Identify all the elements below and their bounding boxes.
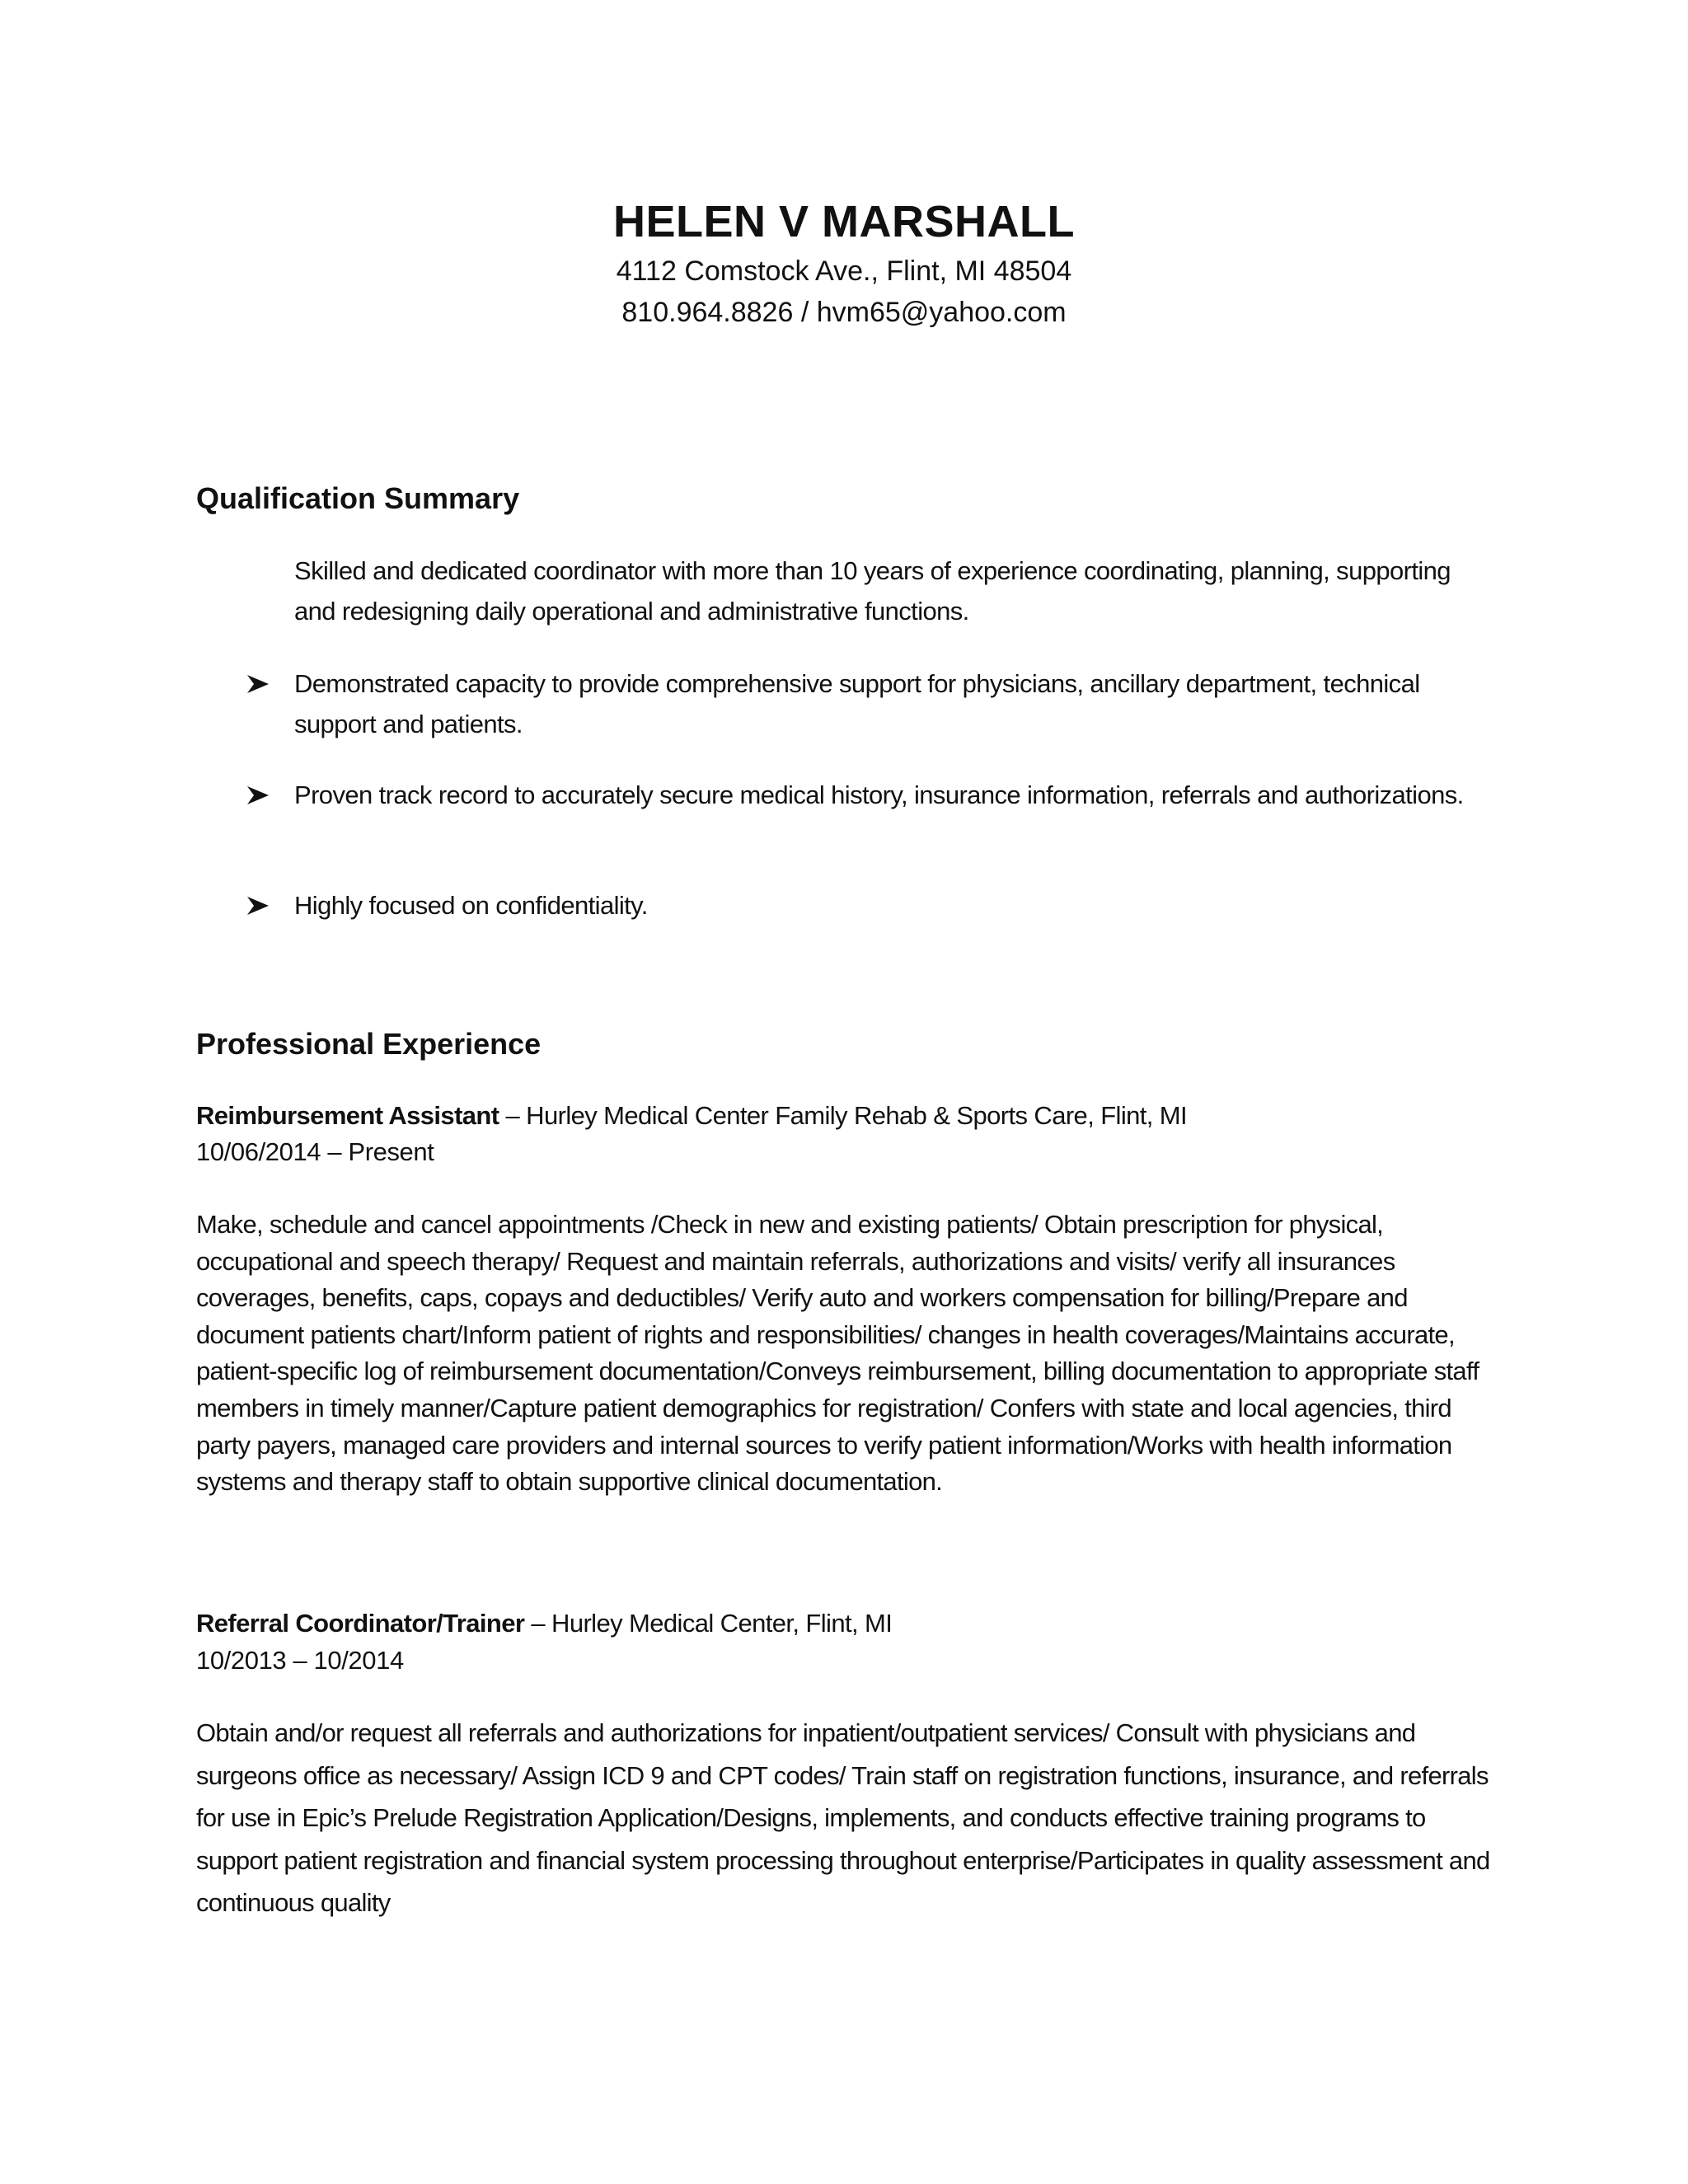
qualification-summary-heading: Qualification Summary bbox=[196, 481, 520, 515]
summary-bullet-text: Highly focused on confidentiality. bbox=[294, 891, 648, 920]
summary-bullet-text: Demonstrated capacity to provide comprehensive support for physicians, ancillary department, technical support and patients. bbox=[294, 669, 1420, 738]
candidate-name: HELEN V MARSHALL bbox=[613, 197, 1075, 246]
job-dates: 10/06/2014 – Present bbox=[196, 1137, 434, 1166]
job-heading bbox=[196, 1098, 1515, 1134]
job-heading bbox=[196, 1605, 1515, 1642]
job-description: Make, schedule and cancel appointments /Check in new and existing patients/ Obtain prescription for physical, occupational and speech therapy/ Request and maintain referrals, authorizations and visits/ verify all insurances coverages, benefits, caps, copays and deductibles/ Verify auto and workers compensation for billing/Prepare and document patients chart/Inform patient of rights and responsibilities/ changes in health coverages/Maintains accurate, patient-specific log of reimbursement documentation/Conveys reimbursement, billing documentation to appropriate staff members in timely manner/Capture patient demographics for registration/ Confers with state and local agencies, third party payers, managed care providers and internal sources to verify patient information/Works with health information systems and therapy staff to obtain supportive clinical documentation. bbox=[196, 1210, 1479, 1497]
professional-experience-heading: Professional Experience bbox=[196, 1027, 542, 1061]
job-description: Obtain and/or request all referrals and authorizations for inpatient/outpatient services/ Consult with physicians and surgeons office as necessary/ Assign ICD 9 and CPT codes/ Train staff on registration functions, insurance, and referrals for use in Epic’s Prelude Registration Application/Designs, implements, and conducts effective training programs to support patient registration and financial system processing throughout enterprise/Participates in quality assessment and continuous quality bbox=[196, 1718, 1490, 1917]
job-dates: 10/2013 – 10/2014 bbox=[196, 1646, 404, 1675]
summary-bullet-text: Proven track record to accurately secure medical history, insurance information, referrals and authorizations. bbox=[294, 780, 1464, 809]
job-title: Reimbursement Assistant bbox=[196, 1101, 499, 1130]
job-employer: Hurley Medical Center, Flint, MI bbox=[551, 1609, 893, 1638]
arrow-bullet-icon bbox=[246, 885, 270, 926]
job-employer: Hurley Medical Center Family Rehab & Sports Care, Flint, MI bbox=[526, 1101, 1188, 1130]
address-line: 4112 Comstock Ave., Flint, MI 48504 bbox=[616, 255, 1072, 287]
job-title: Referral Coordinator/Trainer bbox=[196, 1609, 525, 1638]
summary-bullet bbox=[246, 663, 1490, 744]
summary-bullet bbox=[246, 885, 1490, 926]
job-separator: – bbox=[524, 1609, 552, 1638]
contact-line: 810.964.8826 / hvm65@yahoo.com bbox=[621, 297, 1067, 328]
job-separator: – bbox=[499, 1101, 527, 1130]
arrow-bullet-icon bbox=[246, 775, 270, 815]
arrow-bullet-icon bbox=[246, 663, 270, 704]
summary-intro: Skilled and dedicated coordinator with more than 10 years of experience coordinating, planning, supporting and redesigning daily operational and administrative functions. bbox=[294, 556, 1451, 626]
summary-bullet bbox=[246, 775, 1490, 815]
